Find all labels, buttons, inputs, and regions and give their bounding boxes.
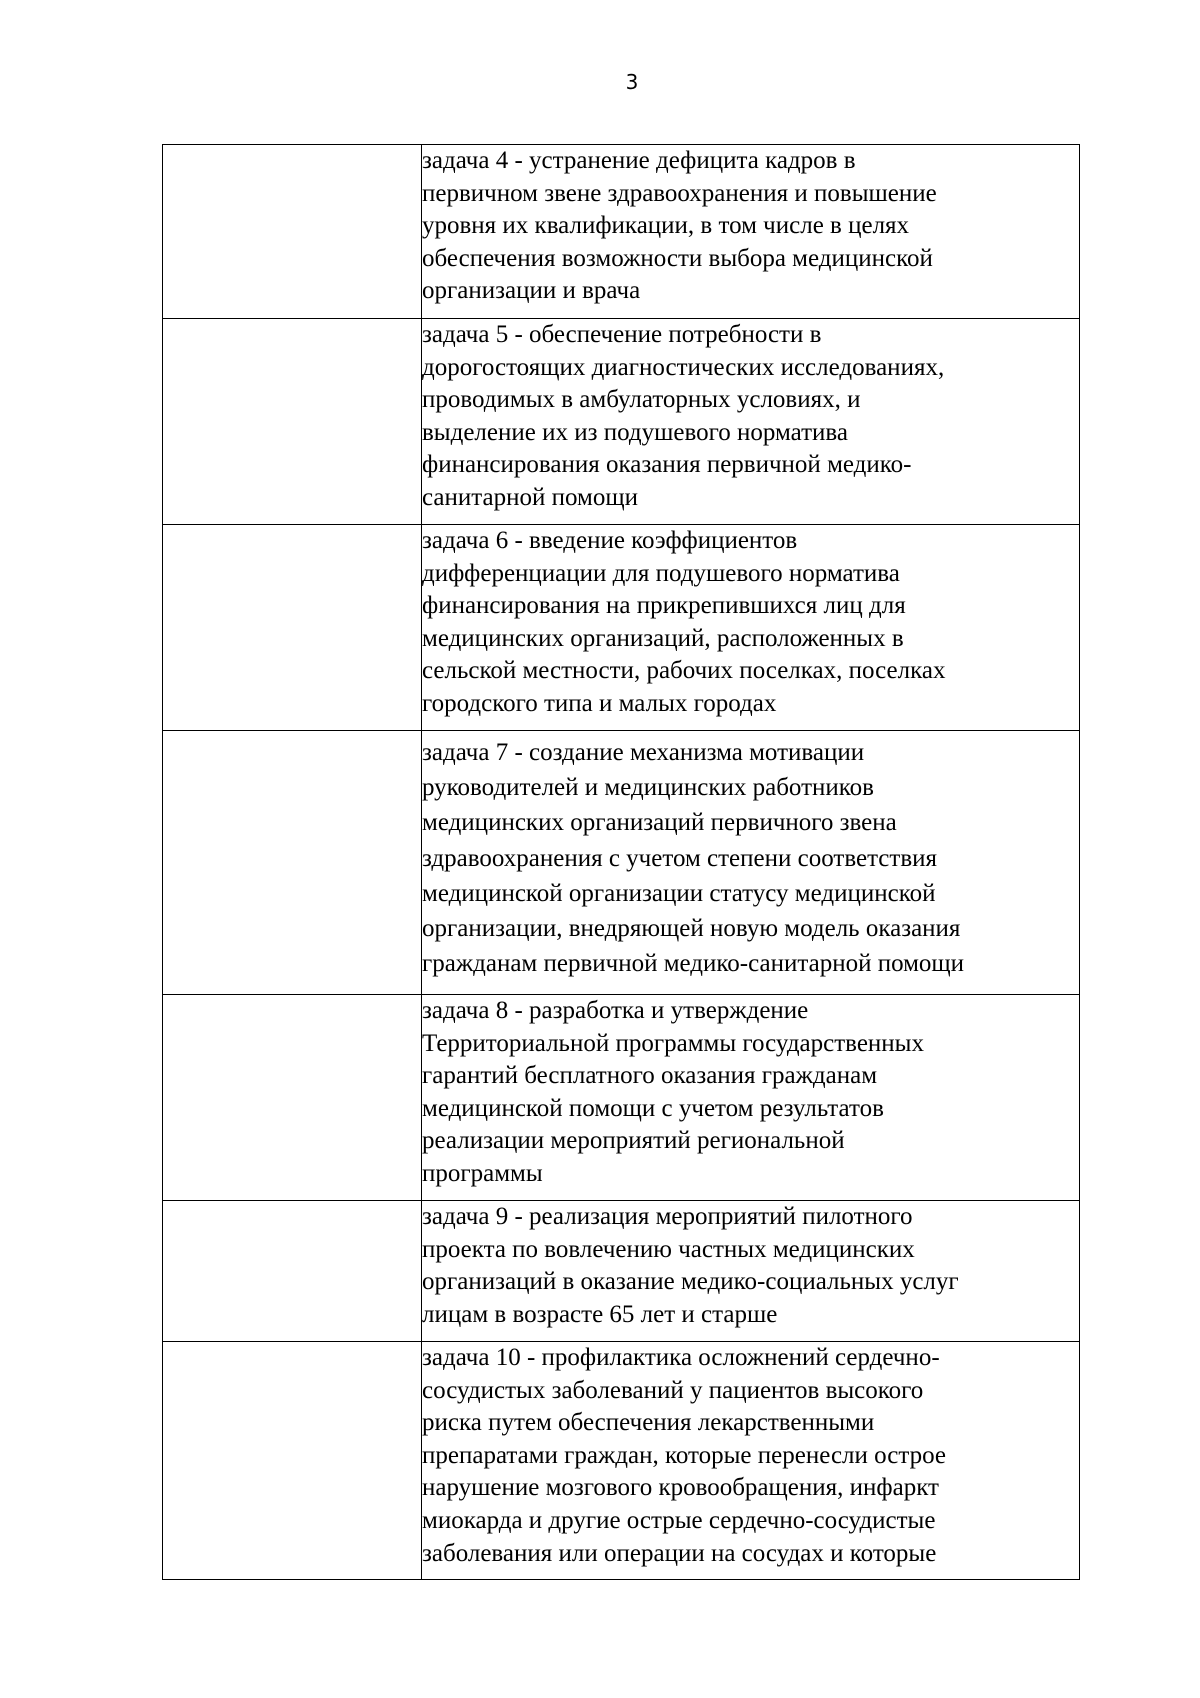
text-line: обеспечения возможности выбора медицинской <box>422 244 933 272</box>
page-number: 3 <box>625 70 639 94</box>
text-line: организаций в оказание медико-социальных услуг <box>422 1268 959 1296</box>
text-line: миокарда и другие острые сердечно-сосудистые <box>422 1506 936 1534</box>
text-line: организации и врача <box>422 277 641 305</box>
table-cell-task-9 <box>422 1201 1080 1342</box>
text-line: руководителей и медицинских работников <box>422 774 874 802</box>
text-line: препаратами граждан, которые перенесли острое <box>422 1441 946 1469</box>
text-line: Территориальной программы государственных <box>422 1029 924 1057</box>
text-line: финансирования оказания первичной медико- <box>422 451 912 479</box>
table-cell-left-empty <box>163 1201 422 1342</box>
text-line: задача 10 - профилактика осложнений сердечно- <box>422 1344 940 1371</box>
text-line: дорогостоящих диагностических исследованиях, <box>422 353 945 381</box>
table-cell-left-empty <box>163 1342 422 1580</box>
text-line: реализации мероприятий региональной <box>422 1127 845 1155</box>
text-line: риска путем обеспечения лекарственными <box>422 1409 875 1437</box>
text-line: уровня их квалификации, в том числе в целях <box>422 212 910 240</box>
text-line: медицинских организаций, расположенных в <box>422 624 904 652</box>
table-cell-task-10 <box>422 1342 1080 1580</box>
text-line: дифференциации для подушевого норматива <box>422 559 900 587</box>
text-line: медицинской помощи с учетом результатов <box>422 1094 884 1122</box>
text-line: программы <box>422 1159 543 1187</box>
table-row-task-8 <box>163 995 1080 1201</box>
text-line: задача 5 - обеспечение потребности в <box>422 321 822 348</box>
text-line: задача 7 - создание механизма мотивации <box>422 739 865 766</box>
table-cell-task-6 <box>422 525 1080 731</box>
text-line: лицам в возрасте 65 лет и старше <box>422 1300 778 1328</box>
text-line: городского типа и малых городах <box>422 689 777 717</box>
table-cell-left-empty <box>163 525 422 731</box>
text-line: финансирования на прикрепившихся лиц для <box>422 592 906 620</box>
table-cell-task-8 <box>422 995 1080 1201</box>
text-line: заболевания или операции на сосудах и которые <box>422 1539 937 1567</box>
tasks-table <box>162 144 1080 1580</box>
text-line: задача 9 - реализация мероприятий пилотного <box>422 1203 913 1230</box>
table-row-task-5 <box>163 319 1080 525</box>
table-cell-left-empty <box>163 995 422 1201</box>
text-line: первичном звене здравоохранения и повышение <box>422 179 937 207</box>
text-line: сосудистых заболеваний у пациентов высокого <box>422 1376 924 1404</box>
table-row-task-4 <box>163 145 1080 319</box>
text-line: проекта по вовлечению частных медицинских <box>422 1235 915 1263</box>
text-line: сельской местности, рабочих поселках, поселках <box>422 657 946 685</box>
table-cell-left-empty <box>163 145 422 319</box>
text-line: выделение их из подушевого норматива <box>422 418 848 446</box>
table-cell-task-4 <box>422 145 1080 319</box>
text-line: медицинских организаций первичного звена <box>422 809 897 837</box>
table-cell-task-7 <box>422 731 1080 995</box>
table-cell-left-empty <box>163 319 422 525</box>
table-cell-task-5 <box>422 319 1080 525</box>
table-row-task-6 <box>163 525 1080 731</box>
text-line: задача 8 - разработка и утверждение <box>422 997 809 1024</box>
table-cell-left-empty <box>163 731 422 995</box>
text-line: нарушение мозгового кровообращения, инфаркт <box>422 1474 939 1502</box>
text-line: гарантий бесплатного оказания гражданам <box>422 1062 878 1090</box>
table-row-task-9 <box>163 1201 1080 1342</box>
text-line: гражданам первичной медико-санитарной помощи <box>422 950 965 978</box>
text-line: санитарной помощи <box>422 483 638 511</box>
text-line: задача 4 - устранение дефицита кадров в <box>422 147 856 174</box>
text-line: медицинской организации статусу медицинской <box>422 879 936 907</box>
text-line: проводимых в амбулаторных условиях, и <box>422 386 861 414</box>
text-line: здравоохранения с учетом степени соответствия <box>422 844 938 872</box>
text-line: задача 6 - введение коэффициентов <box>422 527 798 554</box>
table-row-task-10 <box>163 1342 1080 1580</box>
table-row-task-7 <box>163 731 1080 995</box>
text-line: организации, внедряющей новую модель оказания <box>422 915 961 943</box>
